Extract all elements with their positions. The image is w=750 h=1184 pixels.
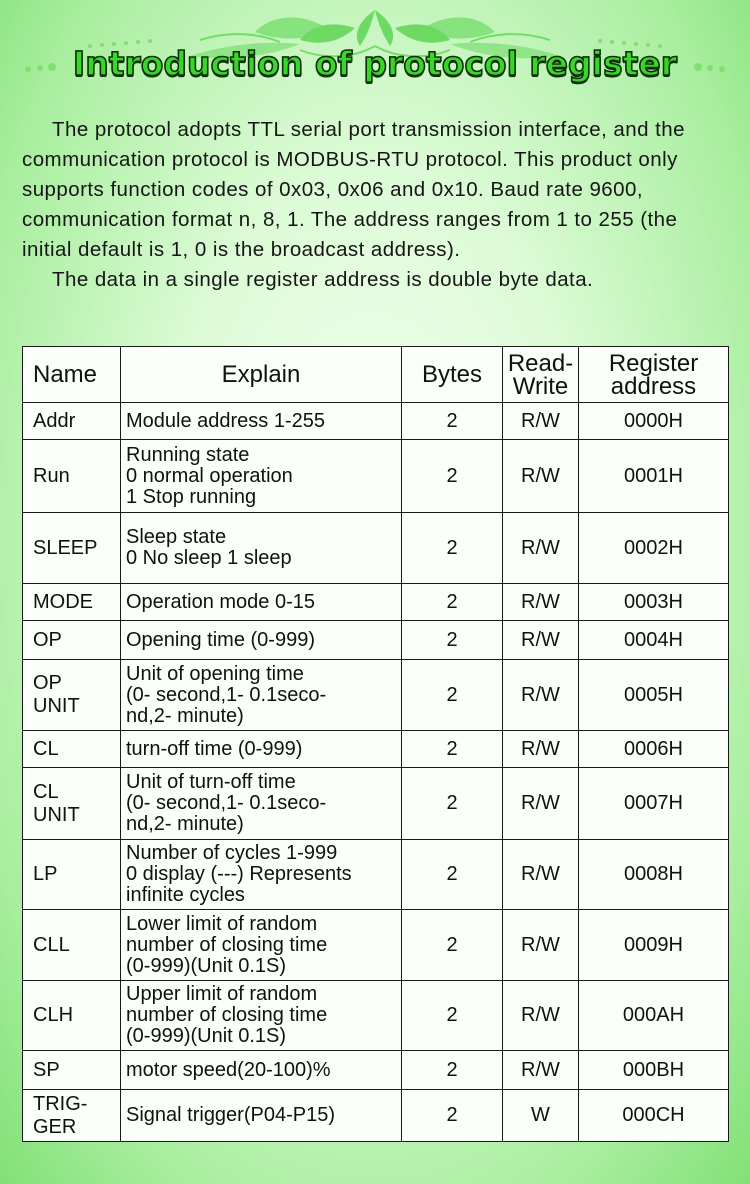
cell-explain-line: (0- second,1- 0.1seco-: [126, 683, 327, 706]
table-row: [23, 768, 729, 840]
cell-bytes: 2: [402, 584, 503, 621]
cell-name-line: MODE: [33, 590, 93, 613]
page-title: Introduction of protocol register: [72, 44, 678, 83]
table-row: [23, 584, 729, 621]
cell-bytes: 2: [402, 1090, 503, 1142]
cell-explain-line: Opening time (0-999): [126, 628, 315, 651]
cell-read-write: W: [503, 1090, 579, 1142]
cell-bytes: 2: [402, 1051, 503, 1090]
cell-name: [23, 981, 121, 1051]
cell-bytes: 2: [402, 660, 503, 731]
cell-explain-line: (0-999)(Unit 0.1S): [126, 1025, 287, 1047]
cell-explain-line: Sleep state: [126, 526, 227, 548]
cell-explain-line: nd,2- minute): [126, 704, 244, 727]
cell-read-write: R/W: [503, 621, 579, 660]
intro-paragraph: The protocol adopts TTL serial port transmission interface, and the communication protocol is MODBUS-RTU protocol. This product only supports function codes of 0x03, 0x06 and 0x10. Baud rate 9600, communication format n, 8, 1. The address ranges from 1 to 255 (the initial default is 1, 0 is the broadcast address).: [22, 118, 685, 261]
cell-read-write: R/W: [503, 768, 579, 840]
header-register-address: Register address: [579, 347, 729, 403]
cell-name-line: TRIG-: [33, 1092, 88, 1115]
cell-name: [23, 660, 121, 731]
cell-explain-line: 0 display (---) Represents: [126, 863, 352, 885]
cell-explain: [121, 584, 402, 621]
table-row: [23, 621, 729, 660]
cell-read-write: R/W: [503, 660, 579, 731]
cell-name-line: UNIT: [33, 695, 80, 717]
cell-read-write: R/W: [503, 981, 579, 1051]
cell-name: [23, 513, 121, 584]
cell-explain: [121, 660, 402, 731]
cell-read-write: R/W: [503, 840, 579, 910]
table-row: [23, 910, 729, 981]
cell-explain: [121, 440, 402, 513]
cell-register-address: 000CH: [579, 1090, 729, 1142]
cell-bytes: 2: [402, 768, 503, 840]
cell-name: [23, 440, 121, 513]
cell-explain-line: motor speed(20-100)%: [126, 1058, 331, 1081]
cell-register-address: 0004H: [579, 621, 729, 660]
cell-explain-line: Operation mode 0-15: [126, 590, 316, 613]
table-header-row: [23, 347, 729, 403]
table-row: [23, 660, 729, 731]
cell-name: [23, 403, 121, 440]
table-row: [23, 1051, 729, 1090]
cell-explain-line: Signal trigger(P04-P15): [126, 1104, 335, 1126]
cell-bytes: 2: [402, 403, 503, 440]
cell-read-write: R/W: [503, 731, 579, 768]
table-row: [23, 981, 729, 1051]
table-row: [23, 440, 729, 513]
cell-name: [23, 621, 121, 660]
intro-paragraph: The data in a single register address is double byte data.: [52, 268, 594, 291]
cell-register-address: 0000H: [579, 403, 729, 440]
cell-name: [23, 1090, 121, 1142]
cell-explain-line: 1 Stop running: [126, 485, 257, 508]
cell-read-write: R/W: [503, 1051, 579, 1090]
cell-explain-line: number of closing time: [126, 1004, 328, 1026]
intro-text: [22, 115, 728, 295]
header-explain: Explain: [121, 347, 402, 403]
cell-name-line: OP: [33, 628, 62, 651]
cell-bytes: 2: [402, 440, 503, 513]
cell-bytes: 2: [402, 910, 503, 981]
cell-register-address: 0002H: [579, 513, 729, 584]
cell-explain-line: infinite cycles: [126, 884, 245, 906]
cell-read-write: R/W: [503, 440, 579, 513]
table-row: [23, 403, 729, 440]
cell-name-line: Addr: [33, 409, 76, 432]
cell-bytes: 2: [402, 513, 503, 584]
cell-explain: [121, 910, 402, 981]
cell-explain-line: number of closing time: [126, 933, 328, 956]
cell-read-write: R/W: [503, 584, 579, 621]
cell-explain: [121, 840, 402, 910]
cell-name: [23, 910, 121, 981]
cell-read-write: R/W: [503, 513, 579, 584]
table-body: [23, 403, 729, 1142]
cell-explain-line: Unit of turn-off time: [126, 771, 296, 793]
cell-read-write: R/W: [503, 403, 579, 440]
table-row: [23, 513, 729, 584]
cell-explain-line: Number of cycles 1-999: [126, 842, 338, 864]
cell-register-address: 0008H: [579, 840, 729, 910]
cell-explain-line: Running state: [126, 443, 250, 466]
cell-register-address: 0001H: [579, 440, 729, 513]
cell-explain: [121, 768, 402, 840]
table-row: [23, 840, 729, 910]
cell-explain: [121, 1090, 402, 1142]
cell-register-address: 0006H: [579, 731, 729, 768]
cell-explain: [121, 513, 402, 584]
cell-name-line: CL: [33, 780, 59, 803]
header-read-write: Read- Write: [503, 347, 579, 403]
cell-explain-line: (0-999)(Unit 0.1S): [126, 954, 287, 977]
table-row: [23, 1090, 729, 1142]
cell-explain: [121, 981, 402, 1051]
cell-name: [23, 1051, 121, 1090]
cell-explain: [121, 621, 402, 660]
cell-name-line: CLL: [33, 933, 70, 956]
cell-explain-line: Unit of opening time: [126, 662, 304, 685]
cell-name-line: Run: [33, 464, 70, 487]
cell-register-address: 0005H: [579, 660, 729, 731]
cell-name: [23, 731, 121, 768]
cell-explain-line: nd,2- minute): [126, 813, 244, 835]
cell-explain: [121, 1051, 402, 1090]
cell-name: [23, 840, 121, 910]
cell-name-line: CLH: [33, 1004, 74, 1026]
header-name: Name: [23, 347, 121, 403]
cell-read-write: R/W: [503, 910, 579, 981]
cell-name: [23, 768, 121, 840]
cell-explain: [121, 731, 402, 768]
cell-name-line: GER: [33, 1115, 77, 1138]
cell-register-address: 000AH: [579, 981, 729, 1051]
cell-explain-line: 0 normal operation: [126, 464, 293, 487]
cell-name-line: SP: [33, 1058, 60, 1081]
cell-bytes: 2: [402, 731, 503, 768]
cell-bytes: 2: [402, 981, 503, 1051]
cell-register-address: 0003H: [579, 584, 729, 621]
cell-explain-line: Module address 1-255: [126, 409, 326, 432]
header-bytes: Bytes: [402, 347, 503, 403]
cell-bytes: 2: [402, 840, 503, 910]
register-table: [22, 346, 729, 1142]
table-row: [23, 731, 729, 768]
cell-name-line: UNIT: [33, 803, 80, 826]
cell-bytes: 2: [402, 621, 503, 660]
cell-explain-line: Upper limit of random: [126, 983, 318, 1005]
cell-name-line: SLEEP: [33, 536, 98, 559]
cell-name-line: OP: [33, 672, 62, 694]
cell-name: [23, 584, 121, 621]
header-banner: [0, 0, 750, 110]
cell-explain-line: Lower limit of random: [126, 912, 318, 935]
cell-name-line: LP: [33, 863, 58, 885]
cell-register-address: 0009H: [579, 910, 729, 981]
cell-register-address: 000BH: [579, 1051, 729, 1090]
cell-explain: [121, 403, 402, 440]
cell-register-address: 0007H: [579, 768, 729, 840]
cell-name-line: CL: [33, 737, 59, 760]
cell-explain-line: turn-off time (0-999): [126, 737, 303, 760]
cell-explain-line: (0- second,1- 0.1seco-: [126, 792, 327, 814]
cell-explain-line: 0 No sleep 1 sleep: [126, 547, 292, 569]
